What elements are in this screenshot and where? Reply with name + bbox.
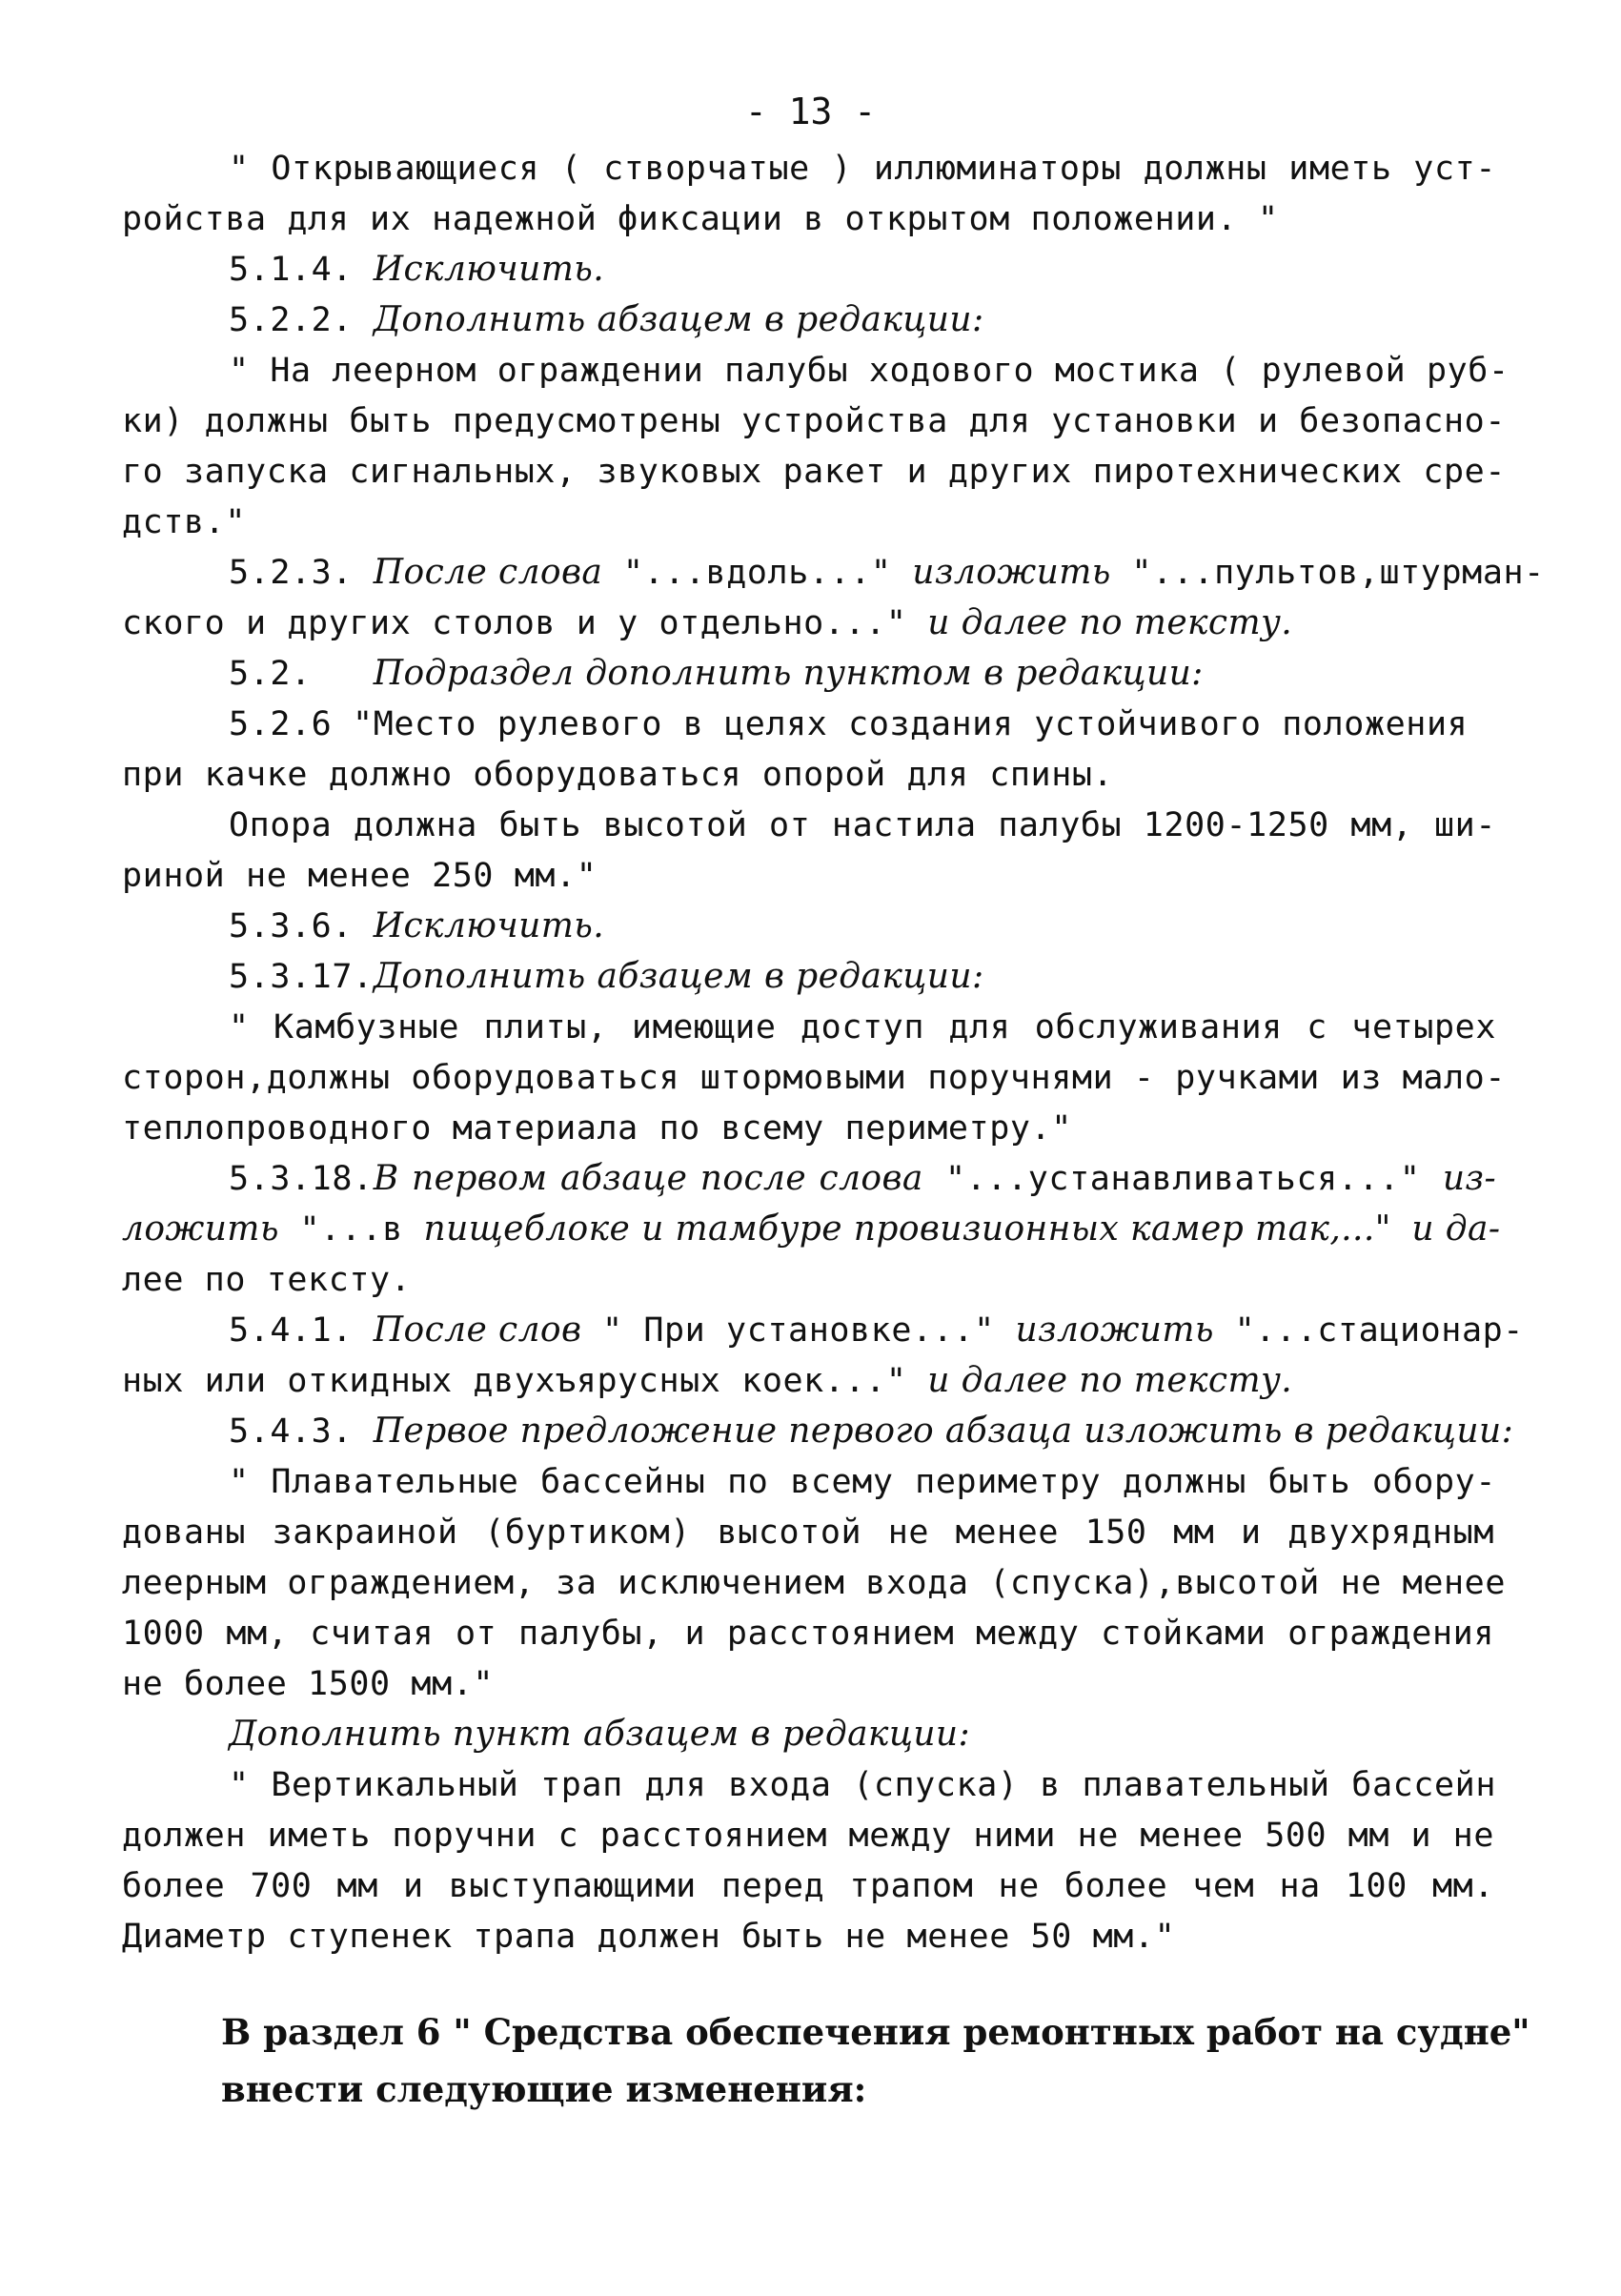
quoted-text: "...в (299, 1210, 403, 1249)
text-line: более 700 мм и выступающими перед трапом не более чем на 100 мм. (122, 1867, 1494, 1905)
instruction-text: В первом абзаце после слова (373, 1159, 923, 1198)
text-line: при качке должно оборудоваться опорой для спины. (122, 756, 1114, 794)
text-line: " Открывающиеся ( створчатые ) иллюминаторы должны иметь уст- (229, 150, 1496, 188)
text-line: не более 1500 мм." (122, 1665, 495, 1703)
clause-number: 5.2.3. (229, 554, 354, 592)
instruction-text: Исключить. (373, 250, 605, 289)
instruction-text: Дополнить пункт абзацем в редакции: (229, 1715, 971, 1754)
instruction-text: и да- (1411, 1209, 1501, 1249)
text-line: сторон,должны оборудоваться штормовыми поручнями - ручками из мало- (122, 1059, 1507, 1097)
text-line: 1000 мм, считая от палубы, и расстоянием между стойками ограждения (122, 1615, 1494, 1653)
clause-number: 5.3.18. (229, 1160, 374, 1198)
text-line (122, 1206, 1501, 1253)
text-line: Опора должна быть высотой от настила палубы 1200-1250 мм, ши- (229, 806, 1496, 844)
instruction-text: ложить (122, 1209, 279, 1249)
text-line: теплопроводного материала по всему периметру." (122, 1109, 1072, 1148)
page-number: - 13 - (744, 91, 877, 132)
text-line: " Камбузные плиты, имеющие доступ для обслуживания с четырех (229, 1008, 1496, 1046)
text-line: должен иметь поручни с расстоянием между ними не менее 500 мм и не (122, 1817, 1494, 1855)
clause-number: 5.2.2. (229, 301, 354, 339)
text-line: 5.2.6 "Место рулевого в целях создания устойчивого положения (229, 705, 1469, 743)
clause-number: 5.3.17. (229, 958, 374, 996)
text-line: го запуска сигнальных, звуковых ракет и других пиротехнических сре- (122, 453, 1507, 491)
clause-line (229, 1408, 1514, 1455)
instruction-line (229, 1711, 1496, 1758)
instruction-text: и далее по тексту. (927, 603, 1293, 642)
text-line: дованы закраиной (буртиком) высотой не менее 150 мм и двухрядным (122, 1514, 1494, 1552)
text-line: Диаметр ступенек трапа должен быть не менее 50 мм." (122, 1918, 1176, 1956)
quoted-text: ского и других столов и у отдельно..." (122, 604, 907, 642)
quoted-text: "...пультов,штурман- (1131, 554, 1545, 592)
text-line: " На леерном ограждении палубы ходового мостика ( рулевой руб- (229, 352, 1510, 390)
clause-number: 5.2. (229, 655, 312, 693)
clause-number: 5.1.4. (229, 251, 354, 289)
quoted-text: " При установке..." (602, 1311, 995, 1350)
quoted-text: "...вдоль..." (622, 554, 892, 592)
text-line: " Плавательные бассейны по всему периметру должны быть обору- (229, 1463, 1496, 1501)
clause-line (229, 296, 1496, 344)
instruction-text: Первое предложение первого абзаца изложить в редакции: (373, 1412, 1514, 1451)
text-line: дств." (122, 503, 247, 541)
text-line: риной не менее 250 мм." (122, 857, 598, 895)
clause-number: 5.4.1. (229, 1311, 354, 1350)
text-line (122, 1357, 1494, 1405)
clause-line (229, 246, 1496, 294)
instruction-text: После слов (373, 1311, 582, 1350)
instruction-text: из- (1442, 1159, 1497, 1198)
clause-line (229, 1155, 1496, 1203)
instruction-text: Исключить. (373, 906, 605, 945)
instruction-text: изложить (912, 553, 1111, 592)
clause-line (229, 1307, 1524, 1354)
instruction-text: и далее по тексту. (927, 1361, 1293, 1400)
text-line: ройства для их надежной фиксации в открытом положении. " (122, 200, 1279, 238)
clause-number: 5.3.6. (229, 907, 354, 945)
clause-line (229, 549, 1545, 597)
instruction-text: изложить (1015, 1311, 1214, 1350)
section-heading-continuation: внести следующие изменения: (221, 2068, 867, 2110)
instruction-text: Дополнить абзацем в редакции: (373, 957, 984, 996)
text-line (122, 599, 1494, 647)
instruction-text: После слова (373, 553, 603, 592)
clause-line (229, 903, 1496, 950)
clause-number: 5.4.3. (229, 1412, 354, 1451)
instruction-text: Подраздел дополнить пунктом в редакции: (373, 654, 1204, 693)
text-line: ки) должны быть предусмотрены устройства для установки и безопасно- (122, 402, 1507, 440)
quoted-text: "...устанавливаться..." (945, 1160, 1421, 1198)
text-line: лее по тексту. (122, 1261, 412, 1299)
text-line: " Вертикальный трап для входа (спуска) в плавательный бассейн (229, 1766, 1496, 1804)
quoted-text: "...стационар- (1234, 1311, 1524, 1350)
section-heading: В раздел 6 " Средства обеспечения ремонтных работ на судне" (221, 2011, 1530, 2053)
instruction-text: Дополнить абзацем в редакции: (373, 300, 984, 339)
clause-line (229, 953, 1496, 1001)
quoted-text: ных или откидных двухъярусных коек..." (122, 1362, 907, 1400)
clause-line (229, 650, 1496, 698)
instruction-text: пищеблоке и тамбуре провизионных камер так,..." (423, 1209, 1391, 1249)
text-line: леерным ограждением, за исключением входа (спуска),высотой не менее (122, 1564, 1507, 1602)
